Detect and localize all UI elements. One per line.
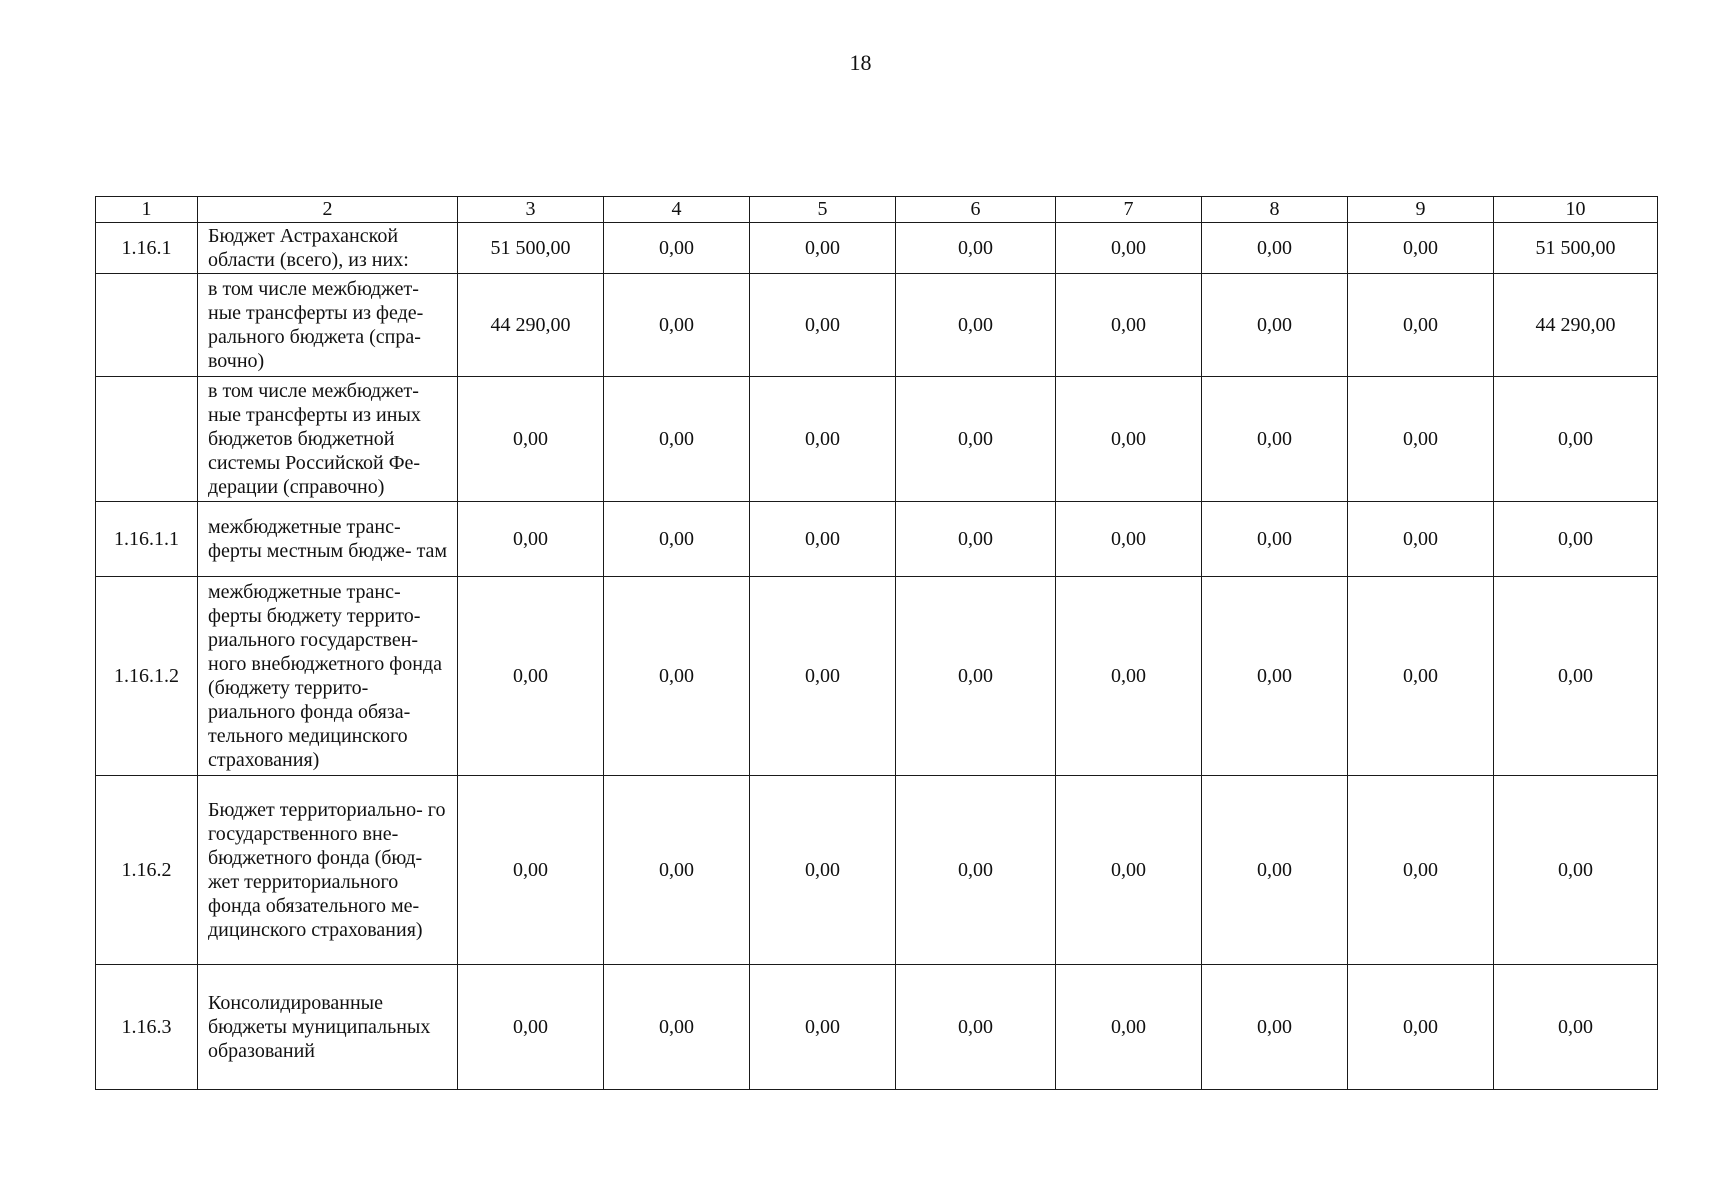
value-cell: 0,00 [458,577,604,776]
value-cell: 0,00 [896,223,1056,274]
table-row [96,776,1658,965]
value-cell: 0,00 [604,965,750,1090]
row-code: 1.16.3 [96,965,198,1090]
value-cell: 0,00 [604,502,750,577]
row-name: Бюджет Астраханской области (всего), из них: [198,223,458,274]
table-row [96,577,1658,776]
value-cell: 0,00 [1202,502,1348,577]
column-header: 4 [604,197,750,223]
row-code: 1.16.1.2 [96,577,198,776]
value-cell: 51 500,00 [1494,223,1658,274]
row-name: Бюджет территориально- го государственного вне- бюджетного фонда (бюд- жет территориального фонда обязательного ме- дицинского страхования) [198,776,458,965]
row-name: в том числе межбюджет- ные трансферты из феде- рального бюджета (спра- вочно) [198,274,458,377]
value-cell: 0,00 [750,502,896,577]
value-cell: 0,00 [750,377,896,502]
value-cell: 0,00 [896,502,1056,577]
value-cell: 0,00 [458,502,604,577]
value-cell: 0,00 [458,377,604,502]
value-cell: 0,00 [750,965,896,1090]
value-cell: 0,00 [1202,223,1348,274]
column-header: 9 [1348,197,1494,223]
value-cell: 0,00 [1348,965,1494,1090]
value-cell: 0,00 [1494,965,1658,1090]
value-cell: 0,00 [604,577,750,776]
value-cell: 0,00 [896,577,1056,776]
page-number: 18 [849,50,872,75]
column-header: 6 [896,197,1056,223]
table-row [96,223,1658,274]
value-cell: 0,00 [604,223,750,274]
row-code: 1.16.2 [96,776,198,965]
value-cell: 0,00 [1202,776,1348,965]
value-cell: 0,00 [1494,377,1658,502]
value-cell: 0,00 [604,377,750,502]
value-cell: 51 500,00 [458,223,604,274]
header-row [96,197,1658,223]
row-code [96,377,198,502]
value-cell: 0,00 [1348,223,1494,274]
value-cell: 0,00 [1348,577,1494,776]
value-cell: 0,00 [750,274,896,377]
value-cell: 0,00 [896,965,1056,1090]
column-header: 10 [1494,197,1658,223]
value-cell: 0,00 [458,776,604,965]
row-name: межбюджетные транс- ферты местным бюдже- там [198,502,458,577]
value-cell: 0,00 [750,223,896,274]
column-header: 2 [198,197,458,223]
column-header: 5 [750,197,896,223]
value-cell: 0,00 [1056,274,1202,377]
row-code: 1.16.1 [96,223,198,274]
table-row [96,965,1658,1090]
value-cell: 0,00 [458,965,604,1090]
value-cell: 0,00 [1056,776,1202,965]
value-cell: 0,00 [1202,377,1348,502]
value-cell: 0,00 [1348,502,1494,577]
value-cell: 0,00 [1202,965,1348,1090]
row-name: межбюджетные транс- ферты бюджету террито- риального государствен- ного внебюджетного фонда (бюджету террито- риального фонда обяза- тельного медицинского страхования) [198,577,458,776]
table-row [96,502,1658,577]
value-cell: 0,00 [604,776,750,965]
value-cell: 0,00 [896,274,1056,377]
row-code [96,274,198,377]
value-cell: 0,00 [1056,502,1202,577]
value-cell: 0,00 [1056,223,1202,274]
value-cell: 0,00 [1202,274,1348,377]
value-cell: 0,00 [1494,502,1658,577]
value-cell: 0,00 [750,577,896,776]
budget-table [95,196,1658,1090]
row-name: Консолидированные бюджеты муниципальных образований [198,965,458,1090]
value-cell: 0,00 [1056,577,1202,776]
column-header: 7 [1056,197,1202,223]
value-cell: 0,00 [1056,965,1202,1090]
value-cell: 0,00 [604,274,750,377]
value-cell: 0,00 [1056,377,1202,502]
value-cell: 0,00 [1348,274,1494,377]
row-code: 1.16.1.1 [96,502,198,577]
value-cell: 0,00 [896,776,1056,965]
column-header: 1 [96,197,198,223]
value-cell: 44 290,00 [1494,274,1658,377]
value-cell: 44 290,00 [458,274,604,377]
value-cell: 0,00 [750,776,896,965]
column-header: 8 [1202,197,1348,223]
row-name: в том числе межбюджет- ные трансферты из иных бюджетов бюджетной системы Российской Фе- дерации (справочно) [198,377,458,502]
value-cell: 0,00 [1494,776,1658,965]
value-cell: 0,00 [1202,577,1348,776]
value-cell: 0,00 [1348,776,1494,965]
value-cell: 0,00 [1494,577,1658,776]
column-header: 3 [458,197,604,223]
value-cell: 0,00 [1348,377,1494,502]
value-cell: 0,00 [896,377,1056,502]
table-row [96,377,1658,502]
table-row [96,274,1658,377]
